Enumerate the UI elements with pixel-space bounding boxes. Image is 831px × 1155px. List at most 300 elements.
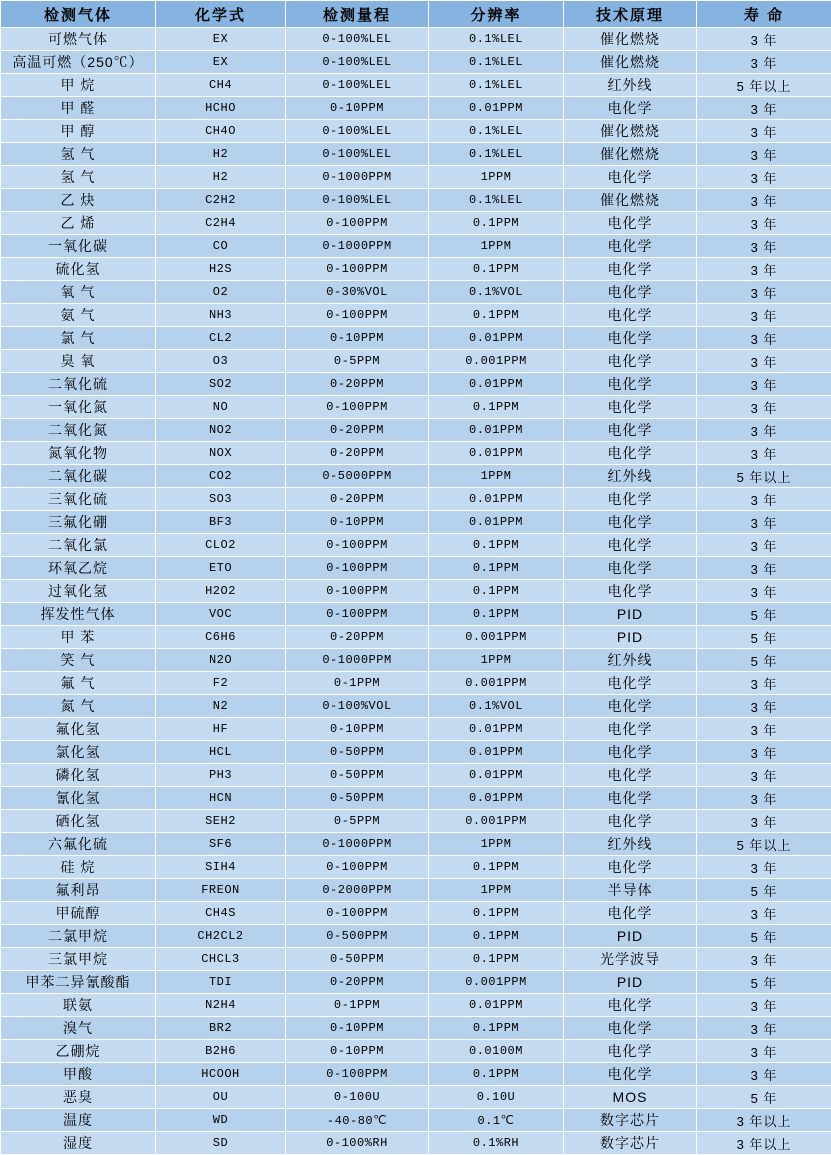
cell-range: 0-1000PPM [286,833,429,856]
cell-range: 0-100PPM [286,902,429,925]
cell-principle: PID [564,925,697,948]
cell-gas: 甲硫醇 [1,902,156,925]
cell-gas: 乙 炔 [1,189,156,212]
cell-resolution: 0.01PPM [429,741,564,764]
table-row [1,971,831,994]
cell-range: 0-100PPM [286,534,429,557]
cell-lifetime: 5 年以上 [697,74,831,97]
cell-formula: SO3 [156,488,286,511]
cell-resolution: 0.01PPM [429,97,564,120]
cell-resolution: 0.1PPM [429,304,564,327]
cell-resolution: 0.1%LEL [429,51,564,74]
cell-formula: SD [156,1132,286,1155]
cell-lifetime: 3 年 [697,373,831,396]
table-row [1,74,831,97]
cell-lifetime: 3 年 [697,97,831,120]
table-row [1,1132,831,1155]
table-row [1,488,831,511]
cell-range: 0-5PPM [286,350,429,373]
cell-lifetime: 3 年以上 [697,1132,831,1155]
cell-gas: 氨 气 [1,304,156,327]
cell-gas: 磷化氢 [1,764,156,787]
cell-range: 0-50PPM [286,787,429,810]
cell-principle: 红外线 [564,649,697,672]
cell-gas: 二氯甲烷 [1,925,156,948]
cell-lifetime: 3 年 [697,120,831,143]
cell-principle: 催化燃烧 [564,189,697,212]
cell-formula: B2H6 [156,1040,286,1063]
table-row [1,994,831,1017]
cell-lifetime: 3 年 [697,258,831,281]
cell-resolution: 0.01PPM [429,718,564,741]
cell-principle: 电化学 [564,580,697,603]
cell-lifetime: 3 年 [697,1063,831,1086]
cell-formula: CH4O [156,120,286,143]
cell-range: 0-1000PPM [286,649,429,672]
cell-lifetime: 3 年 [697,787,831,810]
cell-gas: 甲 烷 [1,74,156,97]
cell-gas: 可燃气体 [1,28,156,51]
cell-formula: CH4S [156,902,286,925]
cell-range: 0-100PPM [286,396,429,419]
cell-range: 0-20PPM [286,488,429,511]
cell-formula: TDI [156,971,286,994]
cell-range: 0-1PPM [286,672,429,695]
cell-lifetime: 3 年 [697,764,831,787]
cell-lifetime: 3 年 [697,1017,831,1040]
cell-resolution: 0.0100M [429,1040,564,1063]
cell-resolution: 0.1℃ [429,1109,564,1132]
table-row [1,465,831,488]
cell-formula: BF3 [156,511,286,534]
cell-resolution: 0.01PPM [429,373,564,396]
cell-formula: CO [156,235,286,258]
cell-principle: 电化学 [564,902,697,925]
table-row [1,925,831,948]
cell-gas: 甲苯二异氰酸酯 [1,971,156,994]
cell-gas: 温度 [1,1109,156,1132]
cell-formula: HCHO [156,97,286,120]
cell-range: 0-1000PPM [286,235,429,258]
cell-resolution: 0.01PPM [429,442,564,465]
cell-principle: 电化学 [564,281,697,304]
cell-lifetime: 3 年 [697,143,831,166]
cell-range: 0-10PPM [286,327,429,350]
table-header-row [1,1,831,28]
cell-formula: BR2 [156,1017,286,1040]
table-row [1,281,831,304]
cell-principle: 电化学 [564,350,697,373]
cell-formula: NOX [156,442,286,465]
cell-formula: HCN [156,787,286,810]
cell-range: -40-80℃ [286,1109,429,1132]
cell-principle: 电化学 [564,695,697,718]
table-row [1,810,831,833]
table-row [1,166,831,189]
cell-principle: 电化学 [564,1040,697,1063]
cell-principle: 电化学 [564,235,697,258]
cell-gas: 氯化氢 [1,741,156,764]
cell-gas: 氮 气 [1,695,156,718]
table-row [1,1063,831,1086]
table-row [1,120,831,143]
cell-range: 0-100U [286,1086,429,1109]
cell-principle: 电化学 [564,672,697,695]
cell-formula: C2H4 [156,212,286,235]
cell-range: 0-100%VOL [286,695,429,718]
cell-principle: 催化燃烧 [564,143,697,166]
cell-principle: 红外线 [564,833,697,856]
cell-resolution: 1PPM [429,649,564,672]
cell-resolution: 1PPM [429,166,564,189]
cell-range: 0-20PPM [286,442,429,465]
cell-resolution: 0.001PPM [429,672,564,695]
table-row [1,258,831,281]
cell-range: 0-100%LEL [286,143,429,166]
cell-lifetime: 5 年 [697,1086,831,1109]
table-row [1,764,831,787]
table-row [1,741,831,764]
cell-range: 0-5PPM [286,810,429,833]
cell-lifetime: 5 年 [697,879,831,902]
table-row [1,143,831,166]
cell-resolution: 0.01PPM [429,419,564,442]
cell-gas: 甲 醇 [1,120,156,143]
table-row [1,304,831,327]
cell-formula: CLO2 [156,534,286,557]
cell-formula: HCOOH [156,1063,286,1086]
cell-formula: H2S [156,258,286,281]
table-row [1,534,831,557]
cell-lifetime: 3 年 [697,810,831,833]
table-row [1,948,831,971]
cell-principle: 催化燃烧 [564,120,697,143]
cell-principle: PID [564,971,697,994]
cell-range: 0-100%RH [286,1132,429,1155]
cell-lifetime: 3 年 [697,51,831,74]
cell-formula: N2O [156,649,286,672]
cell-resolution: 0.10U [429,1086,564,1109]
cell-formula: C2H2 [156,189,286,212]
cell-range: 0-100PPM [286,580,429,603]
cell-range: 0-20PPM [286,626,429,649]
cell-lifetime: 3 年 [697,994,831,1017]
cell-formula: CHCL3 [156,948,286,971]
cell-resolution: 0.1PPM [429,258,564,281]
cell-formula: NH3 [156,304,286,327]
cell-principle: 电化学 [564,488,697,511]
cell-resolution: 0.01PPM [429,488,564,511]
cell-principle: 数字芯片 [564,1132,697,1155]
cell-range: 0-100PPM [286,1063,429,1086]
cell-formula: SIH4 [156,856,286,879]
cell-range: 0-1PPM [286,994,429,1017]
cell-lifetime: 3 年 [697,212,831,235]
cell-gas: 二氧化硫 [1,373,156,396]
cell-resolution: 0.01PPM [429,787,564,810]
column-header-formula: 化学式 [156,1,286,28]
table-row [1,97,831,120]
cell-gas: 三氯甲烷 [1,948,156,971]
cell-gas: 三氧化硫 [1,488,156,511]
cell-gas: 二氧化氯 [1,534,156,557]
table-row [1,350,831,373]
cell-lifetime: 3 年 [697,902,831,925]
cell-resolution: 0.1PPM [429,603,564,626]
cell-resolution: 0.001PPM [429,971,564,994]
cell-formula: H2O2 [156,580,286,603]
cell-principle: 电化学 [564,994,697,1017]
table-row [1,212,831,235]
table-row [1,879,831,902]
table-row [1,580,831,603]
cell-resolution: 0.1PPM [429,212,564,235]
column-header-principle: 技术原理 [564,1,697,28]
cell-formula: FREON [156,879,286,902]
cell-gas: 挥发性气体 [1,603,156,626]
cell-principle: 电化学 [564,304,697,327]
cell-formula: SF6 [156,833,286,856]
cell-principle: 电化学 [564,166,697,189]
cell-resolution: 0.001PPM [429,626,564,649]
cell-range: 0-10PPM [286,1017,429,1040]
cell-formula: F2 [156,672,286,695]
cell-gas: 溴气 [1,1017,156,1040]
cell-resolution: 0.01PPM [429,327,564,350]
cell-resolution: 0.1%VOL [429,695,564,718]
cell-principle: 电化学 [564,373,697,396]
cell-lifetime: 3 年 [697,235,831,258]
table-row [1,28,831,51]
cell-resolution: 0.001PPM [429,350,564,373]
cell-principle: MOS [564,1086,697,1109]
cell-gas: 联氨 [1,994,156,1017]
cell-lifetime: 3 年 [697,741,831,764]
cell-gas: 乙 烯 [1,212,156,235]
table-header [1,1,831,28]
cell-resolution: 0.1%LEL [429,120,564,143]
cell-principle: 红外线 [564,465,697,488]
column-header-range: 检测量程 [286,1,429,28]
cell-gas: 恶臭 [1,1086,156,1109]
cell-lifetime: 3 年以上 [697,1109,831,1132]
table-row [1,189,831,212]
cell-lifetime: 3 年 [697,1040,831,1063]
cell-resolution: 1PPM [429,833,564,856]
cell-principle: 数字芯片 [564,1109,697,1132]
cell-range: 0-5000PPM [286,465,429,488]
cell-lifetime: 3 年 [697,304,831,327]
cell-gas: 二氧化氮 [1,419,156,442]
cell-formula: OU [156,1086,286,1109]
table-row [1,373,831,396]
cell-resolution: 0.1PPM [429,534,564,557]
cell-gas: 氯 气 [1,327,156,350]
cell-formula: NO [156,396,286,419]
cell-resolution: 0.1PPM [429,925,564,948]
cell-gas: 笑 气 [1,649,156,672]
cell-gas: 湿度 [1,1132,156,1155]
cell-lifetime: 3 年 [697,718,831,741]
cell-formula: HF [156,718,286,741]
cell-formula: EX [156,51,286,74]
cell-resolution: 1PPM [429,235,564,258]
table-body [1,28,831,1155]
cell-formula: SO2 [156,373,286,396]
cell-formula: CH2CL2 [156,925,286,948]
cell-gas: 氟 气 [1,672,156,695]
cell-resolution: 0.1PPM [429,1063,564,1086]
cell-range: 0-30%VOL [286,281,429,304]
cell-gas: 二氧化碳 [1,465,156,488]
column-header-resolution: 分辨率 [429,1,564,28]
cell-lifetime: 3 年 [697,396,831,419]
cell-range: 0-100PPM [286,603,429,626]
cell-gas: 一氧化碳 [1,235,156,258]
cell-gas: 臭 氧 [1,350,156,373]
table-row [1,557,831,580]
cell-range: 0-100PPM [286,856,429,879]
cell-formula: CO2 [156,465,286,488]
cell-gas: 氮氧化物 [1,442,156,465]
cell-range: 0-100%LEL [286,51,429,74]
cell-range: 0-2000PPM [286,879,429,902]
cell-formula: WD [156,1109,286,1132]
cell-gas: 乙硼烷 [1,1040,156,1063]
cell-resolution: 0.1%LEL [429,189,564,212]
cell-formula: VOC [156,603,286,626]
cell-principle: 电化学 [564,764,697,787]
cell-lifetime: 3 年 [697,695,831,718]
cell-principle: 电化学 [564,810,697,833]
cell-range: 0-10PPM [286,718,429,741]
cell-range: 0-100%LEL [286,120,429,143]
cell-formula: H2 [156,166,286,189]
cell-principle: 电化学 [564,787,697,810]
table-row [1,327,831,350]
cell-range: 0-50PPM [286,948,429,971]
table-row [1,649,831,672]
table-row [1,1109,831,1132]
cell-range: 0-10PPM [286,511,429,534]
cell-lifetime: 5 年 [697,971,831,994]
cell-formula: N2H4 [156,994,286,1017]
cell-gas: 氢 气 [1,166,156,189]
cell-range: 0-100%LEL [286,74,429,97]
cell-range: 0-100PPM [286,304,429,327]
cell-gas: 过氧化氢 [1,580,156,603]
cell-formula: ETO [156,557,286,580]
cell-principle: 电化学 [564,212,697,235]
cell-formula: PH3 [156,764,286,787]
table-row [1,718,831,741]
cell-range: 0-100%LEL [286,189,429,212]
cell-lifetime: 3 年 [697,948,831,971]
cell-range: 0-100PPM [286,212,429,235]
cell-principle: 电化学 [564,327,697,350]
cell-lifetime: 5 年以上 [697,833,831,856]
cell-principle: 电化学 [564,534,697,557]
cell-range: 0-100PPM [286,557,429,580]
cell-principle: 催化燃烧 [564,51,697,74]
cell-resolution: 0.1%RH [429,1132,564,1155]
cell-principle: 电化学 [564,1017,697,1040]
cell-lifetime: 3 年 [697,419,831,442]
cell-resolution: 0.1PPM [429,948,564,971]
table-row [1,442,831,465]
cell-range: 0-20PPM [286,419,429,442]
cell-lifetime: 3 年 [697,327,831,350]
cell-lifetime: 3 年 [697,511,831,534]
cell-resolution: 0.01PPM [429,994,564,1017]
cell-range: 0-100%LEL [286,28,429,51]
cell-range: 0-1000PPM [286,166,429,189]
table-row [1,1017,831,1040]
cell-principle: 电化学 [564,741,697,764]
cell-formula: O2 [156,281,286,304]
cell-principle: PID [564,626,697,649]
cell-lifetime: 3 年 [697,672,831,695]
cell-gas: 氟利昂 [1,879,156,902]
cell-principle: 电化学 [564,718,697,741]
cell-principle: PID [564,603,697,626]
cell-gas: 高温可燃（250℃） [1,51,156,74]
table-row [1,902,831,925]
cell-resolution: 0.1PPM [429,856,564,879]
table-row [1,695,831,718]
cell-lifetime: 3 年 [697,28,831,51]
cell-lifetime: 3 年 [697,189,831,212]
cell-principle: 电化学 [564,97,697,120]
cell-gas: 氟化氢 [1,718,156,741]
cell-lifetime: 5 年 [697,603,831,626]
table-row [1,1040,831,1063]
cell-formula: NO2 [156,419,286,442]
cell-gas: 硒化氢 [1,810,156,833]
table-row [1,235,831,258]
cell-formula: EX [156,28,286,51]
cell-range: 0-20PPM [286,971,429,994]
cell-principle: 电化学 [564,419,697,442]
cell-gas: 硫化氢 [1,258,156,281]
cell-formula: HCL [156,741,286,764]
cell-gas: 硅 烷 [1,856,156,879]
cell-lifetime: 3 年 [697,534,831,557]
cell-principle: 光学波导 [564,948,697,971]
cell-gas: 环氧乙烷 [1,557,156,580]
cell-formula: N2 [156,695,286,718]
cell-lifetime: 3 年 [697,557,831,580]
cell-principle: 电化学 [564,856,697,879]
table-row [1,51,831,74]
cell-resolution: 0.1PPM [429,1017,564,1040]
column-header-gas: 检测气体 [1,1,156,28]
cell-range: 0-10PPM [286,1040,429,1063]
cell-range: 0-10PPM [286,97,429,120]
table-row [1,419,831,442]
cell-principle: 电化学 [564,442,697,465]
cell-resolution: 0.1PPM [429,580,564,603]
cell-resolution: 1PPM [429,879,564,902]
cell-gas: 氢 气 [1,143,156,166]
cell-principle: 电化学 [564,511,697,534]
cell-range: 0-20PPM [286,373,429,396]
cell-lifetime: 3 年 [697,350,831,373]
cell-lifetime: 5 年 [697,626,831,649]
cell-range: 0-500PPM [286,925,429,948]
cell-lifetime: 3 年 [697,488,831,511]
cell-lifetime: 3 年 [697,281,831,304]
